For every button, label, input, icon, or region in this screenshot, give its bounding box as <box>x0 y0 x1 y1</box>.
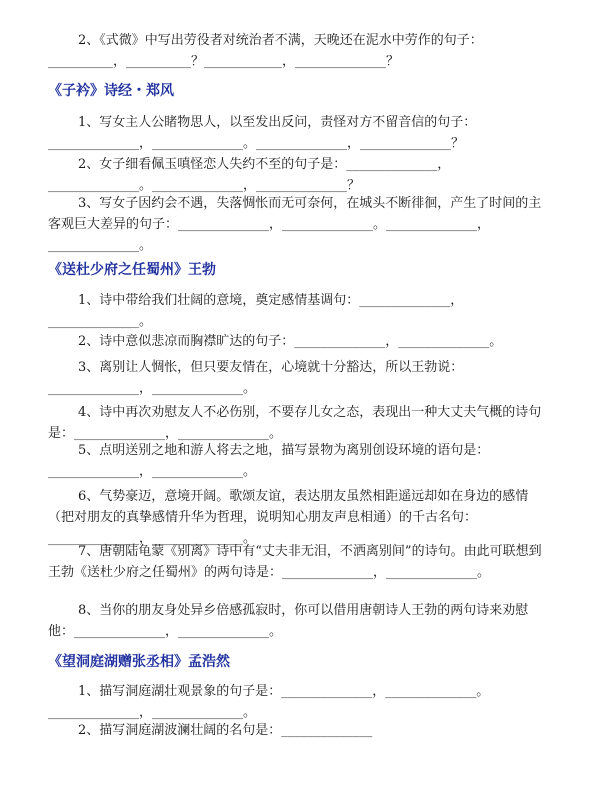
section-heading-dongting: 《望洞庭湖赠张丞相》孟浩然 <box>48 654 230 670</box>
question-songdu-5: 5、点明送别之地和游人将去之地，描写景物为离别创设环境的语句是：______________，______________。 <box>48 443 490 479</box>
question-zijin-1: 1、写女主人公睹物思人，以至发出反问，责怪对方不留音信的句子：______________，______________。______________，______________？ <box>48 115 477 151</box>
question-dongting-2: 2、描写洞庭湖波澜壮阔的名句是：______________ <box>78 723 373 738</box>
question-shiwei-2: 2、《式微》中写出劳役者对统治者不满，天晚还在泥水中劳作的句子：__________，__________？____________，______________？ <box>48 33 483 69</box>
question-songdu-6: 6、气势豪迈，意境开阔。歌颂友谊，表达朋友虽然相距遥远却如在身边的感情（把对朋友的真挚感情升华为哲理，说明知心朋友声息相通）的千古名句：______________，______________。 <box>48 489 529 546</box>
section-heading-zijin: 《子衿》诗经・郑风 <box>48 83 174 99</box>
question-zijin-3: 3、写女子因约会不遇，失落惆怅而无可奈何，在城头不断徘徊，产生了时间的主客观巨大差异的句子：______________，______________。______________，______________。 <box>48 196 542 253</box>
question-songdu-3: 3、离别让人惆怅，但只要友情在，心境就十分豁达，所以王勃说：______________，______________。 <box>48 360 464 396</box>
question-zijin-2: 2、女子细看佩玉嗔怪恋人失约不至的句子是：______________，______________。______________，______________？ <box>48 157 451 193</box>
question-songdu-8: 8、当你的朋友身处异乡倍感孤寂时，你可以借用唐朝诗人王勃的两句诗来劝慰他：______________，______________。 <box>48 603 529 639</box>
question-dongting-1: 1、描写洞庭湖壮观景象的句子是：______________，______________。______________，______________。 <box>48 684 490 720</box>
question-songdu-4: 4、诗中再次劝慰友人不必伤别，不要存儿女之态，表现出一种大丈夫气概的诗句是：______________，______________。 <box>48 405 542 441</box>
question-songdu-2: 2、诗中意似悲凉而胸襟旷达的句子：______________，______________。 <box>78 334 503 349</box>
question-songdu-7: 7、唐朝陆龟蒙《别离》诗中有“丈夫非无泪，不洒离别间”的诗句。由此可联想到王勃《送杜少府之任蜀州》的两句诗是：______________，______________。 <box>48 544 542 580</box>
question-songdu-1: 1、诗中带给我们壮阔的意境，奠定感情基调句：______________，______________。 <box>48 293 464 329</box>
section-heading-song-du-shaofu: 《送杜少府之任蜀州》王勃 <box>48 262 216 278</box>
